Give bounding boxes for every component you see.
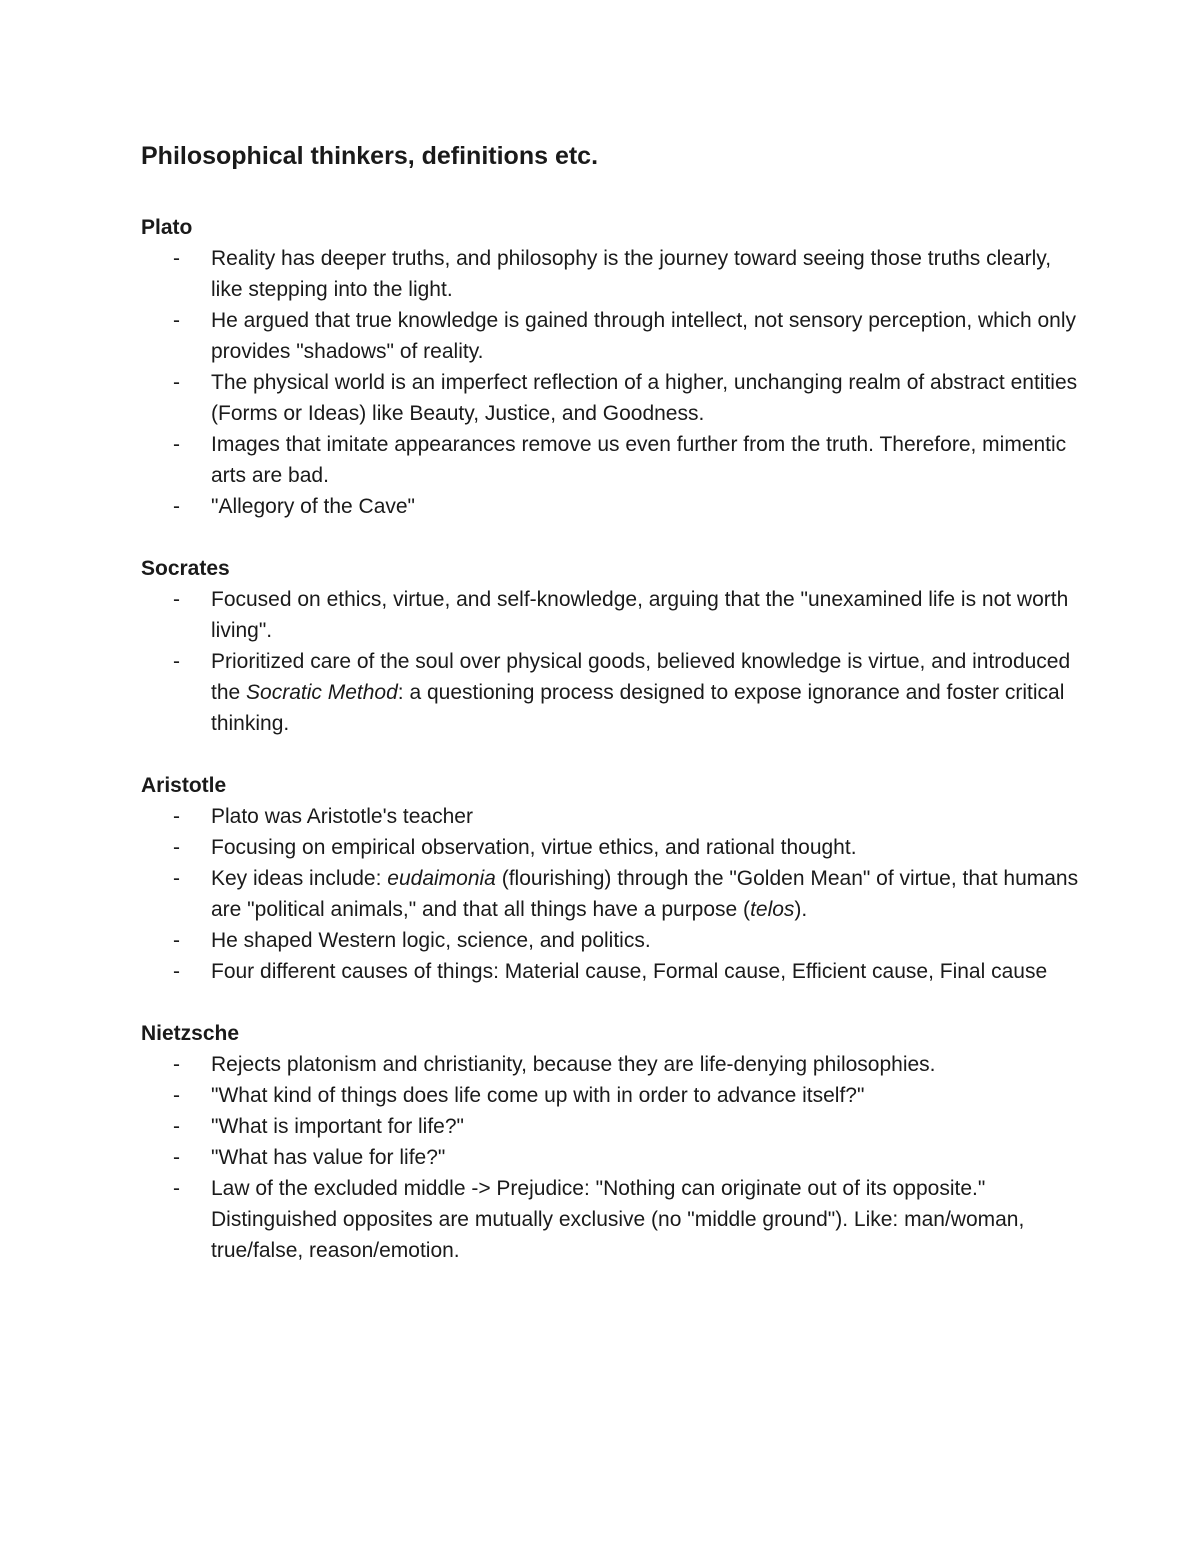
bullet-dash: - <box>173 650 180 673</box>
bullet-dash: - <box>173 433 180 456</box>
document-page <box>141 138 1081 1297</box>
bullet-list <box>141 1049 1081 1266</box>
bullet-item <box>141 429 1081 491</box>
bullet-dash: - <box>173 588 180 611</box>
section-nietzsche <box>141 1018 1081 1266</box>
bullet-item <box>141 925 1081 956</box>
bullet-text <box>211 801 1081 832</box>
bullet-list <box>141 584 1081 739</box>
bullet-continuation: Distinguished opposites are mutually exclusive (no "middle ground"). Like: man/woman, true/false, reason/emotion. <box>211 1208 1025 1262</box>
text-segment: Images that imitate appearances remove us even further from the truth. Therefore, mimentic arts are bad. <box>211 433 1067 487</box>
bullet-item <box>141 1173 1081 1266</box>
bullet-item <box>141 584 1081 646</box>
bullet-text <box>211 584 1081 646</box>
bullet-item <box>141 646 1081 739</box>
section-heading: Aristotle <box>141 774 227 797</box>
section-plato <box>141 212 1081 522</box>
section-aristotle <box>141 770 1081 987</box>
bullet-dash: - <box>173 371 180 394</box>
bullet-dash: - <box>173 836 180 859</box>
document-title: Philosophical thinkers, definitions etc. <box>141 142 599 170</box>
text-segment: Plato was Aristotle's teacher <box>211 805 473 828</box>
bullet-text <box>211 832 1081 863</box>
bullet-dash: - <box>173 495 180 518</box>
bullet-text <box>211 1142 1081 1173</box>
bullet-dash: - <box>173 805 180 828</box>
bullet-list <box>141 243 1081 522</box>
bullet-item <box>141 1142 1081 1173</box>
bullet-dash: - <box>173 1146 180 1169</box>
bullet-item <box>141 801 1081 832</box>
section-heading: Plato <box>141 216 193 239</box>
text-segment: Prioritized care of the soul over physical goods, believed knowledge is virtue, and introduced the <box>211 650 1071 704</box>
text-segment: Reality has deeper truths, and philosophy is the journey toward seeing those truths clearly, like stepping into the light. <box>211 247 1052 301</box>
text-segment: Rejects platonism and christianity, because they are life-denying philosophies. <box>211 1053 936 1076</box>
text-segment: : a questioning process designed to expose ignorance and foster critical thinking. <box>211 681 1065 735</box>
bullet-text <box>211 367 1081 429</box>
italic-term: eudaimonia <box>387 867 496 890</box>
text-segment: Four different causes of things: Material cause, Formal cause, Efficient cause, Final cause <box>211 960 1048 983</box>
section-heading: Nietzsche <box>141 1022 240 1045</box>
bullet-text <box>211 956 1081 987</box>
bullet-text <box>211 1049 1081 1080</box>
bullet-item <box>141 243 1081 305</box>
text-segment: "What kind of things does life come up with in order to advance itself?" <box>211 1084 865 1107</box>
bullet-text <box>211 1080 1081 1111</box>
bullet-dash: - <box>173 929 180 952</box>
text-segment: "What has value for life?" <box>211 1146 446 1169</box>
bullet-dash: - <box>173 247 180 270</box>
text-segment: Focusing on empirical observation, virtue ethics, and rational thought. <box>211 836 857 859</box>
bullet-text <box>211 925 1081 956</box>
text-segment: Focused on ethics, virtue, and self-knowledge, arguing that the "unexamined life is not worth living". <box>211 588 1069 642</box>
bullet-text <box>211 243 1081 305</box>
bullet-text <box>211 863 1081 925</box>
text-segment: He argued that true knowledge is gained through intellect, not sensory perception, which only provides "shadows" of reality. <box>211 309 1077 363</box>
bullet-item <box>141 1080 1081 1111</box>
bullet-dash: - <box>173 1115 180 1138</box>
bullet-text <box>211 1173 1081 1204</box>
bullet-item <box>141 305 1081 367</box>
bullet-text <box>211 305 1081 367</box>
bullet-text <box>211 429 1081 491</box>
section-socrates <box>141 553 1081 739</box>
bullet-list <box>141 801 1081 987</box>
bullet-item <box>141 863 1081 925</box>
bullet-item <box>141 832 1081 863</box>
bullet-text <box>211 1111 1081 1142</box>
bullet-text <box>211 491 1081 522</box>
sections-container <box>141 212 1081 1266</box>
bullet-dash: - <box>173 1177 180 1200</box>
bullet-dash: - <box>173 1053 180 1076</box>
bullet-item <box>141 491 1081 522</box>
bullet-dash: - <box>173 309 180 332</box>
text-segment: (flourishing) through the "Golden Mean" of virtue, that humans are "political animals," and that all things have a purpose ( <box>211 867 1079 921</box>
bullet-item <box>141 956 1081 987</box>
bullet-item <box>141 1049 1081 1080</box>
bullet-dash: - <box>173 1084 180 1107</box>
text-segment: The physical world is an imperfect reflection of a higher, unchanging realm of abstract entities (Forms or Ideas) like Beauty, Justice, and Goodness. <box>211 371 1078 425</box>
section-heading: Socrates <box>141 557 230 580</box>
bullet-dash: - <box>173 960 180 983</box>
italic-term: Socratic Method <box>246 681 398 704</box>
bullet-item <box>141 1111 1081 1142</box>
text-segment: He shaped Western logic, science, and politics. <box>211 929 651 952</box>
text-segment: "What is important for life?" <box>211 1115 464 1138</box>
text-segment: "Allegory of the Cave" <box>211 495 416 518</box>
text-segment: Law of the excluded middle -> Prejudice: "Nothing can originate out of its opposite." <box>211 1177 986 1200</box>
bullet-text <box>211 646 1081 739</box>
text-segment: Key ideas include: <box>211 867 388 890</box>
bullet-dash: - <box>173 867 180 890</box>
text-segment: ). <box>794 898 808 921</box>
italic-term: telos <box>750 898 795 921</box>
bullet-item <box>141 367 1081 429</box>
